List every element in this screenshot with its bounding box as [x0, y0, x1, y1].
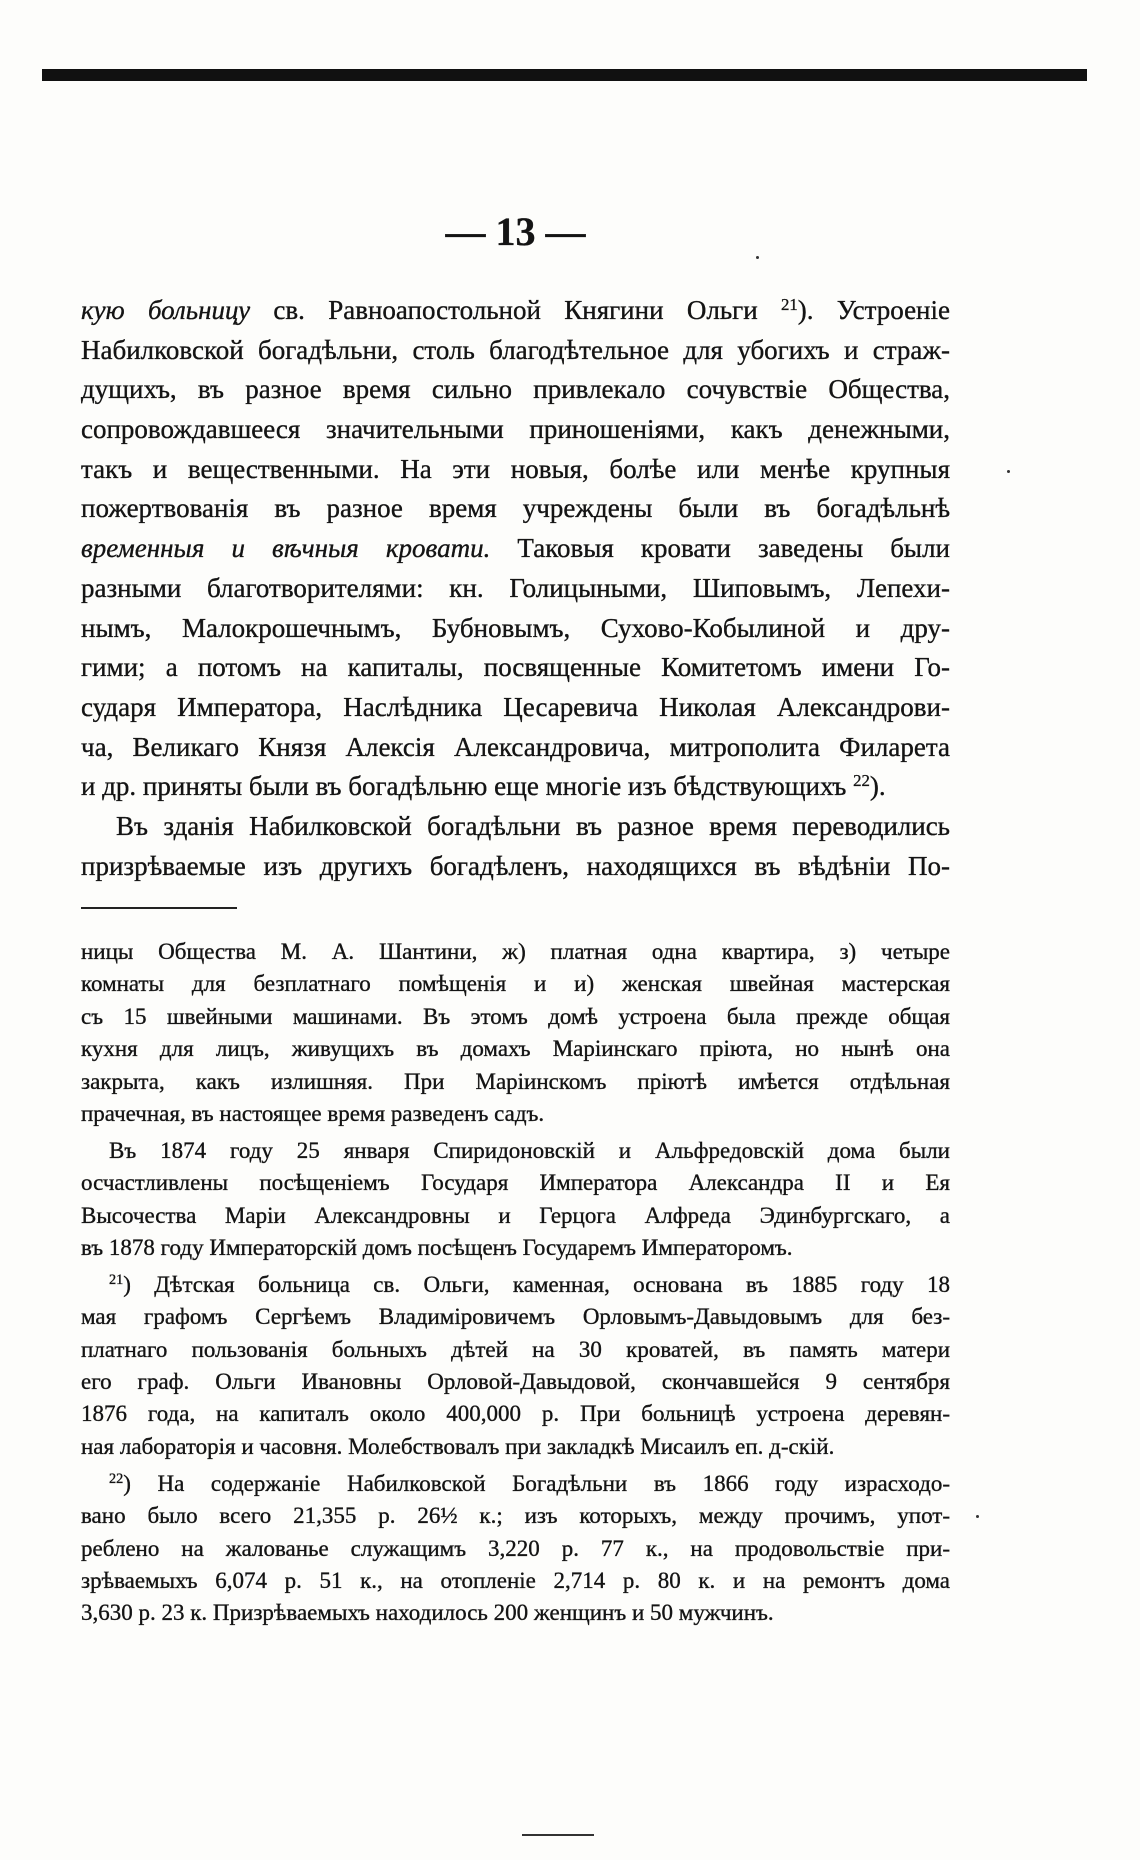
text-line: Въ зданія Набилковской богадѣльни въ разное время переводились [116, 810, 950, 841]
footnote-line: прачечная, въ настоящее время разведенъ садъ. [81, 1100, 545, 1126]
footnote-line: кухня для лицъ, живущихъ въ домахъ Маріинскаго пріюта, но нынѣ она [81, 1036, 950, 1062]
footnote-line [81, 1269, 950, 1301]
footnote-line: зрѣваемыхъ 6,074 р. 51 к., на отопленіе 2,714 р. 80 к. и на ремонтъ дома [81, 1567, 950, 1593]
footnote-line: съ 15 швейными машинами. Въ этомъ домѣ устроена была прежде общая [81, 1003, 950, 1029]
footnote-mark: 21 [109, 1272, 124, 1289]
footnote-line: 1876 года, на капиталъ около 400,000 р. При больницѣ устроена деревян- [81, 1401, 950, 1427]
footnote-line: осчастливлены посѣщеніемъ Государя Императора Александра II и Ея [81, 1170, 950, 1196]
scan-speck [976, 1515, 979, 1518]
footnote-line: реблено на жалованье служащимъ 3,220 р. 77 к., на продовольствіе при- [81, 1535, 950, 1561]
line-text: ). [869, 771, 886, 802]
line-text: и др. приняты были въ богадѣльню еще многіе изъ бѣдствующихъ [81, 771, 847, 802]
footnotes [81, 936, 950, 1630]
footnote-line: въ 1878 году Императорскій домъ посѣщенъ Государемъ Императоромъ. [81, 1235, 793, 1261]
line-text: ). Устроеніе [797, 295, 950, 325]
main-paragraph [81, 807, 950, 886]
footnote-line: 3,630 р. 23 к. Призрѣваемыхъ находилось 200 женщинъ и 50 мужчинъ. [81, 1600, 774, 1626]
main-text [81, 291, 950, 886]
footnote-mark: 22 [109, 1470, 124, 1487]
footnote-line [81, 1468, 950, 1500]
line-text: св. Равноапостольной Княгини Ольги [273, 295, 758, 325]
footnote-line: Въ 1874 году 25 января Спиридоновскій и Альфредовскій дома были [109, 1137, 950, 1163]
text-line: нымъ, Малокрошечнымъ, Бубновымъ, Сухово-Кобылиной и дру- [81, 612, 950, 643]
text-line: пожертвованія въ разное время учреждены были въ богадѣльнѣ [81, 493, 950, 524]
main-paragraph [81, 291, 950, 807]
line-text: На содержаніе Набилковской Богадѣльни въ 1866 году израсходо- [157, 1470, 950, 1496]
footnote-mark-suffix: ) [123, 1271, 131, 1297]
text-line: такъ и вещественными. На эти новыя, болѣе или менѣе крупныя [81, 453, 950, 484]
text-line: разными благотворителями: кн. Голицыными, Шиповымъ, Лепехи- [81, 572, 950, 603]
text-line [81, 767, 950, 807]
scan-speck [1007, 470, 1010, 473]
footnote-ref: 22 [853, 771, 870, 791]
line-text: Дѣтская больница св. Ольги, каменная, основана въ 1885 году 18 [154, 1271, 951, 1297]
footnote-line: комнаты для безплатнаго помѣщенія и и) женская швейная мастерская [81, 971, 950, 997]
bottom-rule [522, 1834, 594, 1836]
text-line: призрѣваемые изъ другихъ богадѣленъ, находящихся въ вѣдѣніи По- [81, 850, 950, 881]
footnote-line: его граф. Ольги Ивановны Орловой-Давыдовой, скончавшейся 9 сентября [81, 1369, 950, 1395]
footnote-separator [81, 907, 237, 909]
text-line: сударя Императора, Наслѣдника Цесаревича Николая Александрови- [81, 691, 950, 722]
footnote-ref: 21 [780, 294, 798, 314]
footnote-line: ная лабораторія и часовня. Молебствовалъ при закладкѣ Мисаилъ еп. д-скій. [81, 1433, 835, 1459]
footnote-line: мая графомъ Сергѣемъ Владиміровичемъ Орловымъ-Давыдовымъ для без- [81, 1304, 950, 1330]
page-number: — 13 — [445, 209, 586, 254]
text-line [81, 529, 950, 569]
text-line: ча, Великаго Князя Алексія Александровича, митрополита Филарета [81, 731, 950, 762]
italic-phrase: кую больницу [81, 295, 251, 325]
footnote-line: ницы Общества М. А. Шантини, ж) платная одна квартира, з) четыре [81, 939, 950, 964]
footnote-21 [81, 1269, 950, 1463]
footnote-line: закрыта, какъ излишняя. При Маріинскомъ пріютѣ имѣется отдѣльная [81, 1068, 950, 1094]
footnote-22 [81, 1468, 950, 1630]
footnote-line: вано было всего 21,355 р. 26½ к.; изъ которыхъ, между прочимъ, упот- [81, 1503, 950, 1529]
scan-speck [756, 256, 759, 259]
footnote-paragraph [81, 936, 950, 1130]
top-rule [42, 69, 1087, 81]
text-line: сопровождавшееся значительными приношеніями, какъ денежными, [81, 414, 950, 445]
text-line: дущихъ, въ разное время сильно привлекало сочувствіе Общества, [81, 374, 950, 405]
text-line: гими; а потомъ на капиталы, посвященные Комитетомъ имени Го- [81, 652, 950, 683]
footnote-paragraph [81, 1135, 950, 1265]
footnote-line: платнаго пользованія больныхъ дѣтей на 30 кроватей, въ память матери [81, 1336, 950, 1362]
footnote-line: Высочества Маріи Александровны и Герцога Алфреда Эдинбургскаго, а [81, 1202, 950, 1228]
line-text: Таковыя кровати заведены были [517, 533, 950, 564]
footnote-mark-suffix: ) [123, 1470, 131, 1496]
italic-phrase: временныя и вѣчныя кровати. [81, 533, 491, 564]
text-line [81, 291, 950, 331]
text-line: Набилковской богадѣльни, столь благодѣтельное для убогихъ и страж- [81, 334, 950, 365]
